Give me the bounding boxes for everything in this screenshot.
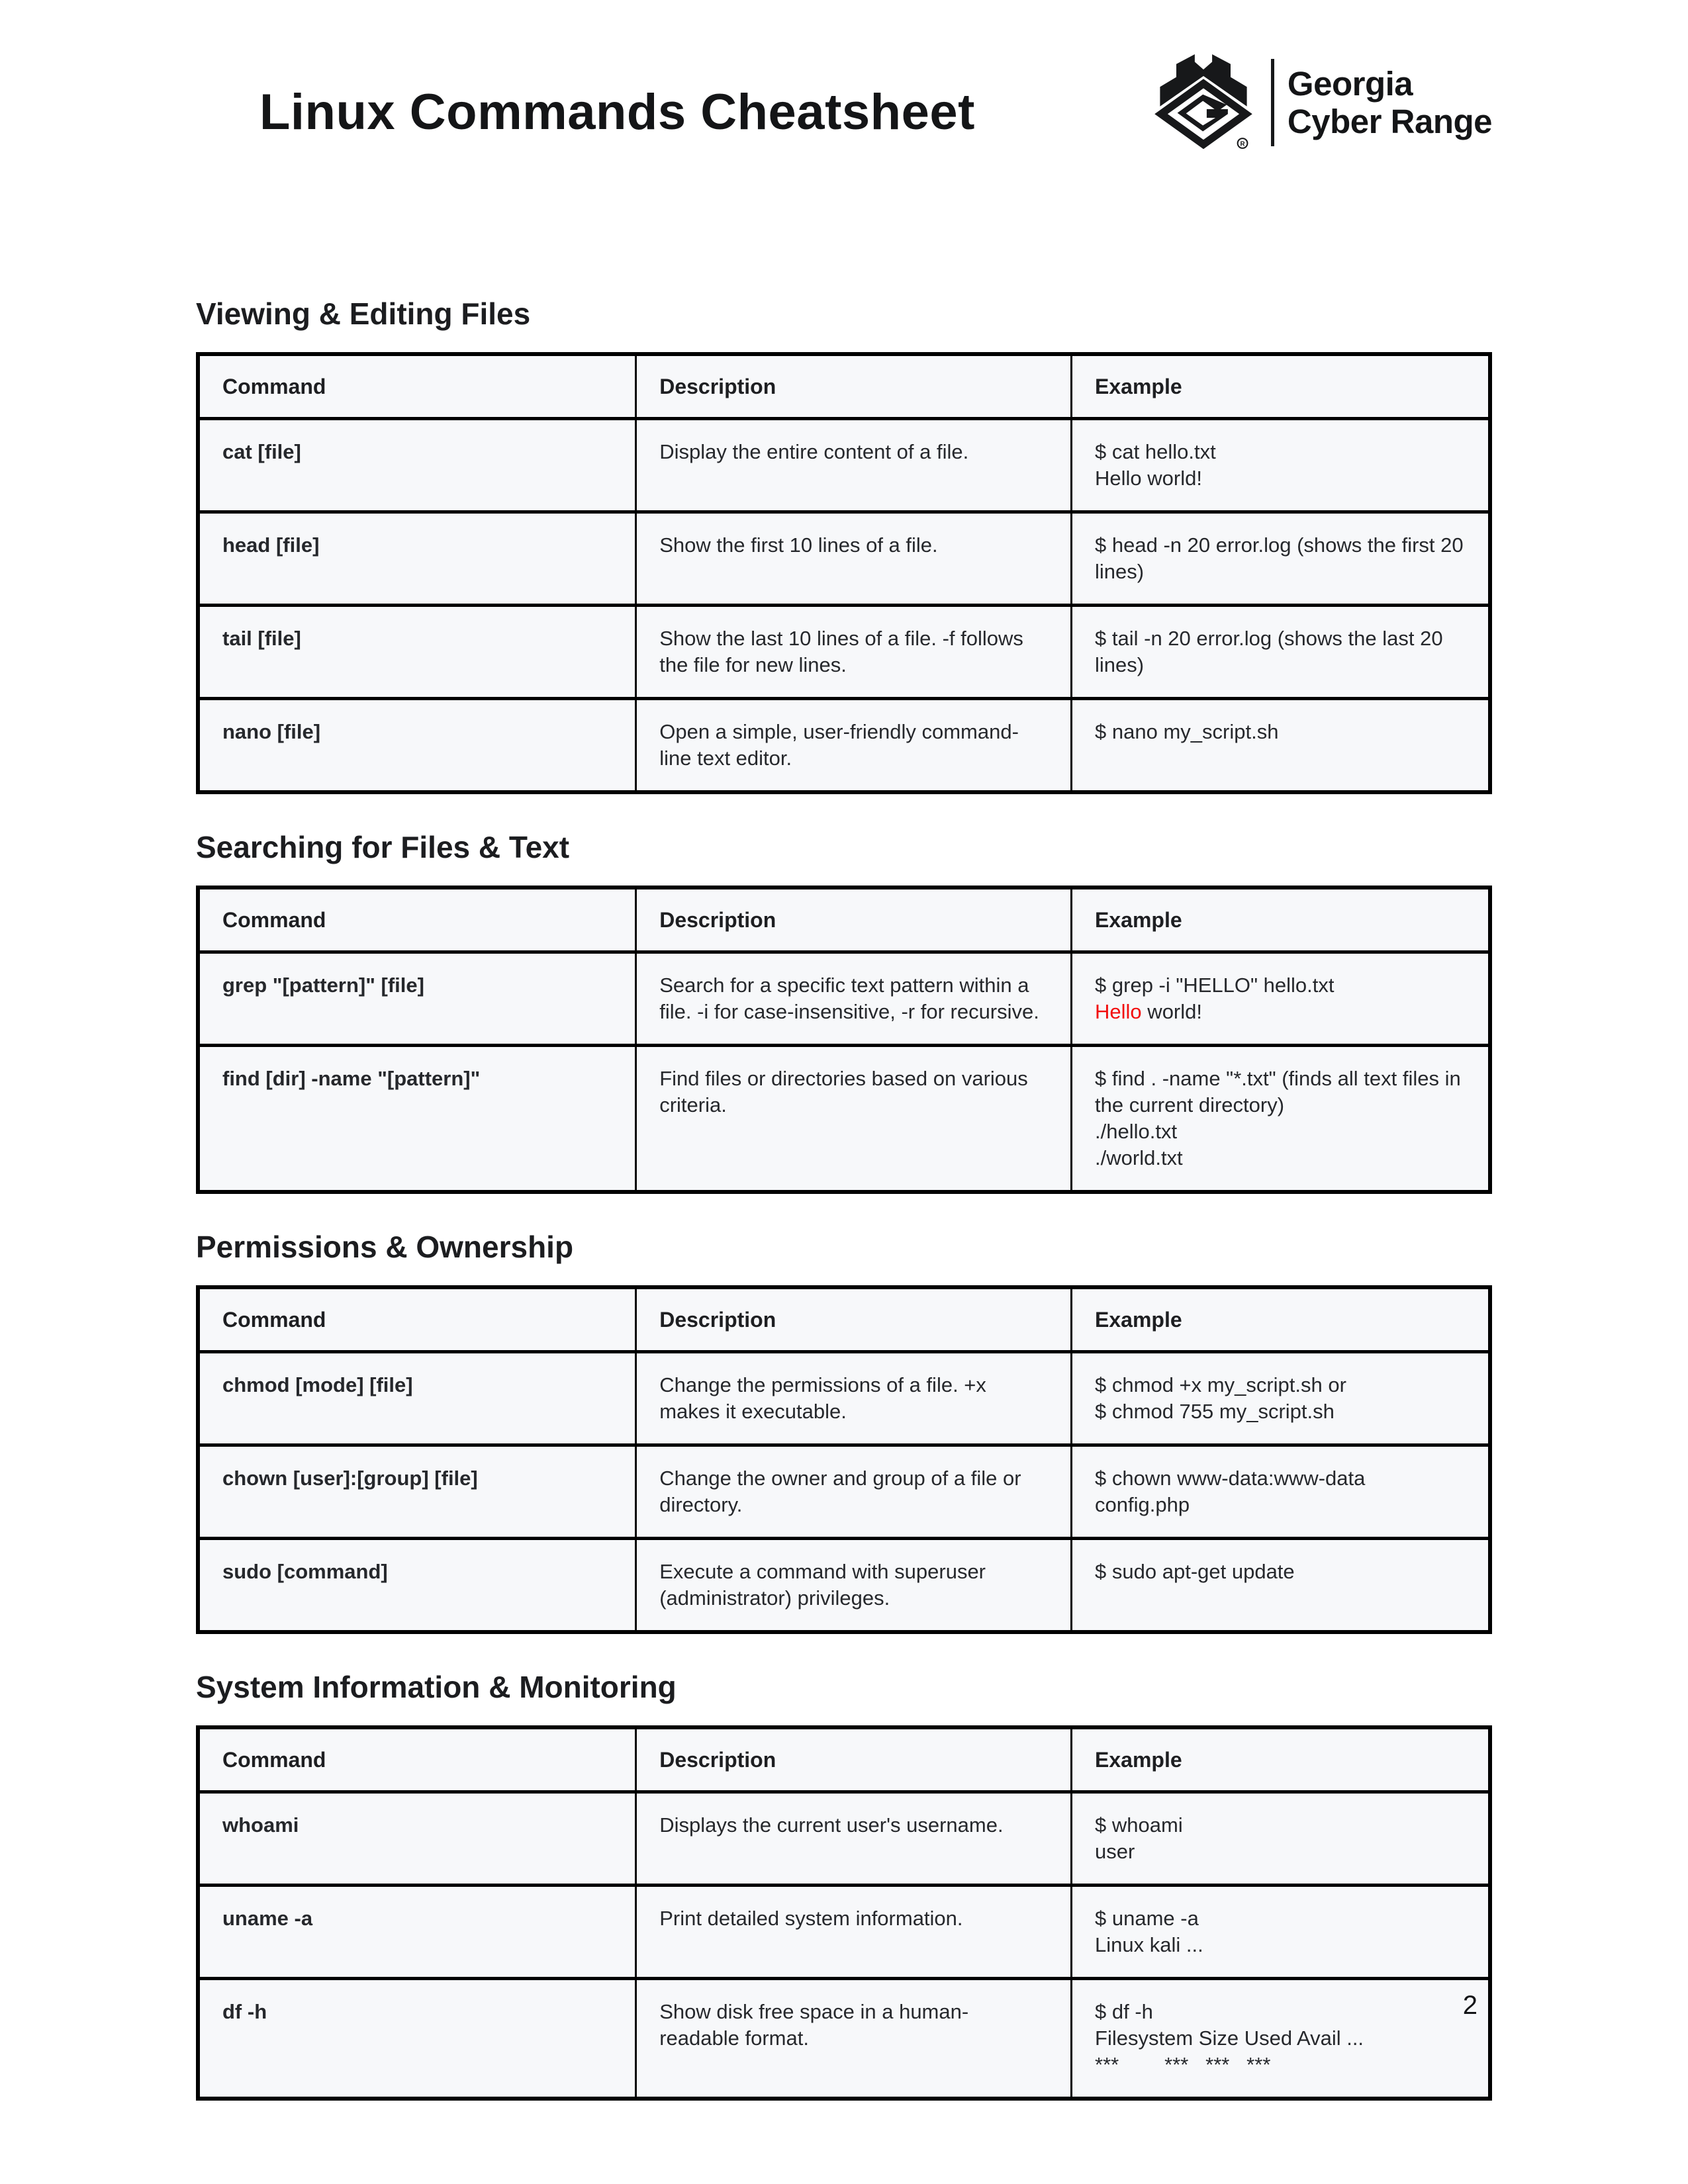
column-header: Description xyxy=(636,354,1072,419)
section xyxy=(196,829,1492,1194)
example-text: $ grep -i "HELLO" hello.txt xyxy=(1095,974,1335,997)
description-cell: Display the entire content of a file. xyxy=(636,419,1072,512)
example-text: ./world.txt xyxy=(1095,1146,1183,1169)
document-header xyxy=(196,52,1492,148)
column-header: Command xyxy=(198,354,636,419)
table-row xyxy=(198,1886,1490,1979)
example-text: ./hello.txt xyxy=(1095,1120,1178,1143)
table-row xyxy=(198,1046,1490,1193)
description-cell: Search for a specific text pattern within a file. -i for case-insensitive, -r for recursive. xyxy=(636,952,1072,1046)
example-text: $ chown www-data:www-data config.php xyxy=(1095,1467,1371,1516)
page-title: Linux Commands Cheatsheet xyxy=(259,84,975,140)
section xyxy=(196,295,1492,794)
section xyxy=(196,1228,1492,1634)
example-text: Linux kali ... xyxy=(1095,1933,1203,1956)
example-text: $ head -n 20 error.log (shows the first 20 lines) xyxy=(1095,533,1470,583)
command-cell: tail [file] xyxy=(198,606,636,699)
example-line xyxy=(1095,1465,1466,1518)
logo-org-line2: Cyber Range xyxy=(1287,103,1492,140)
description-cell: Find files or directories based on various criteria. xyxy=(636,1046,1072,1193)
commands-table xyxy=(196,1285,1492,1634)
table-head xyxy=(198,887,1490,952)
example-cell xyxy=(1072,1046,1490,1193)
description-cell: Change the owner and group of a file or directory. xyxy=(636,1445,1072,1539)
example-text: $ df -h xyxy=(1095,2000,1153,2023)
table-row xyxy=(198,699,1490,793)
example-line xyxy=(1095,1066,1466,1118)
table-row xyxy=(198,1445,1490,1539)
table-row xyxy=(198,1539,1490,1633)
table-head xyxy=(198,354,1490,419)
example-line xyxy=(1095,972,1466,999)
command-cell: grep "[pattern]" [file] xyxy=(198,952,636,1046)
example-line xyxy=(1095,1145,1466,1171)
example-text: *** *** *** *** xyxy=(1095,2053,1271,2076)
column-header: Description xyxy=(636,1287,1072,1352)
description-cell: Change the permissions of a file. +x makes it executable. xyxy=(636,1352,1072,1445)
column-header: Command xyxy=(198,1727,636,1792)
table-body xyxy=(198,419,1490,793)
commands-table xyxy=(196,1725,1492,2101)
description-cell: Show the last 10 lines of a file. -f follows the file for new lines. xyxy=(636,606,1072,699)
table-row xyxy=(198,606,1490,699)
command-cell: uname -a xyxy=(198,1886,636,1979)
description-cell: Execute a command with superuser (administrator) privileges. xyxy=(636,1539,1072,1633)
description-cell: Show the first 10 lines of a file. xyxy=(636,512,1072,606)
example-line xyxy=(1095,1999,1466,2025)
example-text: world! xyxy=(1141,1000,1202,1023)
example-line xyxy=(1095,1398,1466,1425)
description-cell: Print detailed system information. xyxy=(636,1886,1072,1979)
table-row xyxy=(198,1352,1490,1445)
header-row xyxy=(198,887,1490,952)
example-line xyxy=(1095,465,1466,492)
section-heading: Searching for Files & Text xyxy=(196,830,570,864)
section-heading: Viewing & Editing Files xyxy=(196,296,531,331)
table-row xyxy=(198,1792,1490,1886)
example-text: $ chmod +x my_script.sh or xyxy=(1095,1373,1346,1396)
table-row xyxy=(198,1979,1490,2099)
table-body xyxy=(198,952,1490,1193)
table-head xyxy=(198,1287,1490,1352)
section-heading: Permissions & Ownership xyxy=(196,1230,574,1264)
description-cell: Displays the current user's username. xyxy=(636,1792,1072,1886)
example-text: $ nano my_script.sh xyxy=(1095,720,1279,743)
command-cell: head [file] xyxy=(198,512,636,606)
table-body xyxy=(198,1352,1490,1633)
command-cell: nano [file] xyxy=(198,699,636,793)
example-line xyxy=(1095,1559,1466,1585)
column-header: Command xyxy=(198,1287,636,1352)
header-row xyxy=(198,354,1490,419)
example-line xyxy=(1095,1839,1466,1865)
section xyxy=(196,1668,1492,2101)
example-line xyxy=(1095,1118,1466,1145)
example-cell xyxy=(1072,1445,1490,1539)
example-text: $ find . -name "*.txt" (finds all text files in the current directory) xyxy=(1095,1067,1467,1116)
example-cell xyxy=(1072,1886,1490,1979)
table-row xyxy=(198,512,1490,606)
column-header: Example xyxy=(1072,1727,1490,1792)
example-line xyxy=(1095,439,1466,465)
logo-divider xyxy=(1271,59,1274,146)
example-cell xyxy=(1072,1539,1490,1633)
column-header: Example xyxy=(1072,1287,1490,1352)
command-cell: sudo [command] xyxy=(198,1539,636,1633)
example-line xyxy=(1095,719,1466,745)
example-text: $ tail -n 20 error.log (shows the last 20 lines) xyxy=(1095,627,1449,676)
example-line xyxy=(1095,1812,1466,1839)
example-line xyxy=(1095,1905,1466,1932)
example-cell xyxy=(1072,699,1490,793)
example-text: $ whoami xyxy=(1095,1813,1183,1837)
column-header: Description xyxy=(636,1727,1072,1792)
georgia-cyber-range-logo xyxy=(1149,54,1492,151)
example-cell xyxy=(1072,606,1490,699)
example-line xyxy=(1095,2052,1466,2078)
sections xyxy=(196,295,1492,2101)
example-line xyxy=(1095,1932,1466,1958)
example-cell xyxy=(1072,512,1490,606)
logo-text xyxy=(1288,65,1492,140)
example-text: $ cat hello.txt xyxy=(1095,440,1216,463)
example-cell xyxy=(1072,1792,1490,1886)
example-line xyxy=(1095,532,1470,585)
example-cell xyxy=(1072,1979,1490,2099)
page-number: 2 xyxy=(1462,1991,1477,2020)
column-header: Example xyxy=(1072,354,1490,419)
registered-symbol: R xyxy=(1240,140,1245,148)
example-cell xyxy=(1072,952,1490,1046)
description-cell: Show disk free space in a human-readable format. xyxy=(636,1979,1072,2099)
logo-org-line1: Georgia xyxy=(1287,65,1413,103)
example-line xyxy=(1095,999,1466,1025)
table-row xyxy=(198,419,1490,512)
example-text: Hello world! xyxy=(1095,467,1202,490)
example-line xyxy=(1095,625,1466,678)
table-row xyxy=(198,952,1490,1046)
table-head xyxy=(198,1727,1490,1792)
column-header: Description xyxy=(636,887,1072,952)
section-heading: System Information & Monitoring xyxy=(196,1670,677,1704)
castle-diamond-logo-icon xyxy=(1149,54,1258,151)
command-cell: chown [user]:[group] [file] xyxy=(198,1445,636,1539)
example-cell xyxy=(1072,1352,1490,1445)
example-line xyxy=(1095,2025,1466,2052)
column-header: Command xyxy=(198,887,636,952)
highlighted-text: Hello xyxy=(1095,1000,1142,1023)
example-line xyxy=(1095,1372,1466,1398)
commands-table xyxy=(196,886,1492,1194)
command-cell: whoami xyxy=(198,1792,636,1886)
commands-table xyxy=(196,352,1492,794)
command-cell: chmod [mode] [file] xyxy=(198,1352,636,1445)
command-cell: df -h xyxy=(198,1979,636,2099)
example-text: Filesystem Size Used Avail ... xyxy=(1095,2026,1364,2050)
example-text: user xyxy=(1095,1840,1135,1863)
example-text: $ sudo apt-get update xyxy=(1095,1560,1295,1583)
header-row xyxy=(198,1287,1490,1352)
header-row xyxy=(198,1727,1490,1792)
example-cell xyxy=(1072,419,1490,512)
description-cell: Open a simple, user-friendly command-line text editor. xyxy=(636,699,1072,793)
example-text: $ chmod 755 my_script.sh xyxy=(1095,1400,1335,1423)
table-body xyxy=(198,1792,1490,2099)
command-cell: cat [file] xyxy=(198,419,636,512)
command-cell: find [dir] -name "[pattern]" xyxy=(198,1046,636,1193)
column-header: Example xyxy=(1072,887,1490,952)
example-text: $ uname -a xyxy=(1095,1907,1199,1930)
